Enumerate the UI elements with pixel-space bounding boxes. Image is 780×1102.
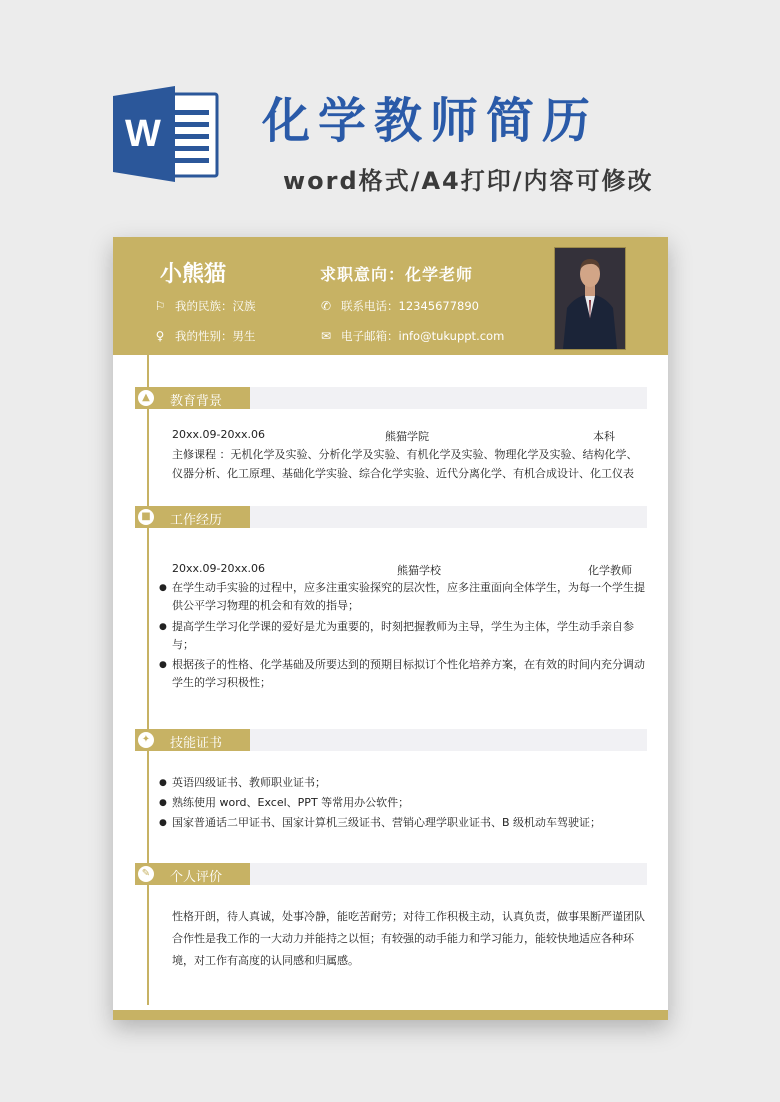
bottom-band (113, 1010, 668, 1020)
nation-text: 我的民族：汉族 (175, 299, 256, 313)
section-tag (135, 387, 250, 409)
briefcase-icon: ■ (138, 509, 154, 525)
section-tag (135, 729, 250, 751)
work-item: ● 提高学生学习化学课的爱好是尤为重要的，时刻把握教师为主导，学生为主体，学生动手亲自参与； (172, 618, 647, 654)
nation-info (153, 298, 256, 314)
section-education-header (135, 387, 647, 409)
section-label: 个人评价 (170, 870, 223, 885)
word-logo (113, 86, 221, 182)
education-period: 20xx.09-20xx.06 (172, 428, 265, 441)
gender-info (153, 328, 256, 344)
section-evaluation-header (135, 863, 647, 885)
work-role: 化学教师 (588, 564, 632, 577)
education-courses-line2: 仪器分析、化工原理、基础化学实验、综合化学实验、近代分离化学、有机合成设计、化工仪表 (172, 467, 634, 480)
profile-photo (554, 247, 626, 350)
document-title: 化学教师简历 (262, 93, 599, 149)
phone-icon: ✆ (320, 299, 332, 313)
graduation-cap-icon: ▲ (138, 390, 154, 406)
work-item: ● 根据孩子的性格、化学基础及所要达到的预期目标拟订个性化培养方案，在有效的时间内充分调动学生的学习积极性； (172, 656, 647, 692)
mail-icon: ✉ (320, 329, 332, 343)
timeline-line (147, 355, 149, 1005)
section-tag (135, 506, 250, 528)
education-school: 熊猫学院 (385, 430, 429, 443)
profile-banner (113, 237, 668, 355)
email-info (319, 328, 504, 344)
gender-text: 我的性别：男生 (175, 329, 256, 343)
section-skills-header (135, 729, 647, 751)
evaluation-text: 性格开朗，待人真诚，处事冷静，能吃苦耐劳；对待工作积极主动，认真负责，做事果断严谨团队合作性是我工作的一大动力并能持之以恒；有较强的动手能力和学习能力，能较快地适应各种环境，对工作有高度的认同感和归属感。 (172, 910, 645, 967)
document-subtitle: word格式/A4打印/内容可修改 (283, 167, 654, 195)
gender-icon: ♀ (155, 329, 165, 343)
word-logo-letter: W (125, 113, 161, 155)
work-school: 熊猫学校 (397, 564, 441, 577)
resume-page (113, 237, 668, 1020)
phone-text: 联系电话：12345677890 (341, 299, 479, 313)
work-period: 20xx.09-20xx.06 (172, 562, 265, 575)
skill-item: ● 熟练使用 word、Excel、PPT 等常用办公软件； (172, 794, 647, 812)
certificate-icon: ✦ (138, 732, 154, 748)
email-text: 电子邮箱：info@tukuppt.com (341, 329, 505, 343)
section-tag (135, 863, 250, 885)
note-icon: ✎ (138, 866, 154, 882)
job-intent: 求职意向：化学老师 (320, 265, 474, 284)
skill-item: ● 英语四级证书、教师职业证书； (172, 774, 647, 792)
work-item: ● 在学生动手实验的过程中，应多注重实验探究的层次性，应多注重面向全体学生，为每一个学生提供公平学习物理的机会和有效的指导； (172, 579, 647, 615)
education-degree: 本科 (593, 430, 615, 443)
section-label: 技能证书 (170, 736, 223, 751)
section-work-header (135, 506, 647, 528)
education-courses-line1: 主修课程 ：无机化学及实验、分析化学及实验、有机化学及实验、物理化学及实验、结构化学、 (172, 448, 638, 461)
skill-item: ● 国家普通话二甲证书、国家计算机三级证书、营销心理学职业证书、B 级机动车驾驶证； (172, 814, 647, 832)
section-label: 教育背景 (170, 394, 223, 409)
flag-icon: ⚐ (154, 299, 166, 313)
candidate-name: 小熊猫 (160, 262, 227, 287)
section-label: 工作经历 (170, 513, 223, 528)
phone-info (319, 298, 479, 314)
